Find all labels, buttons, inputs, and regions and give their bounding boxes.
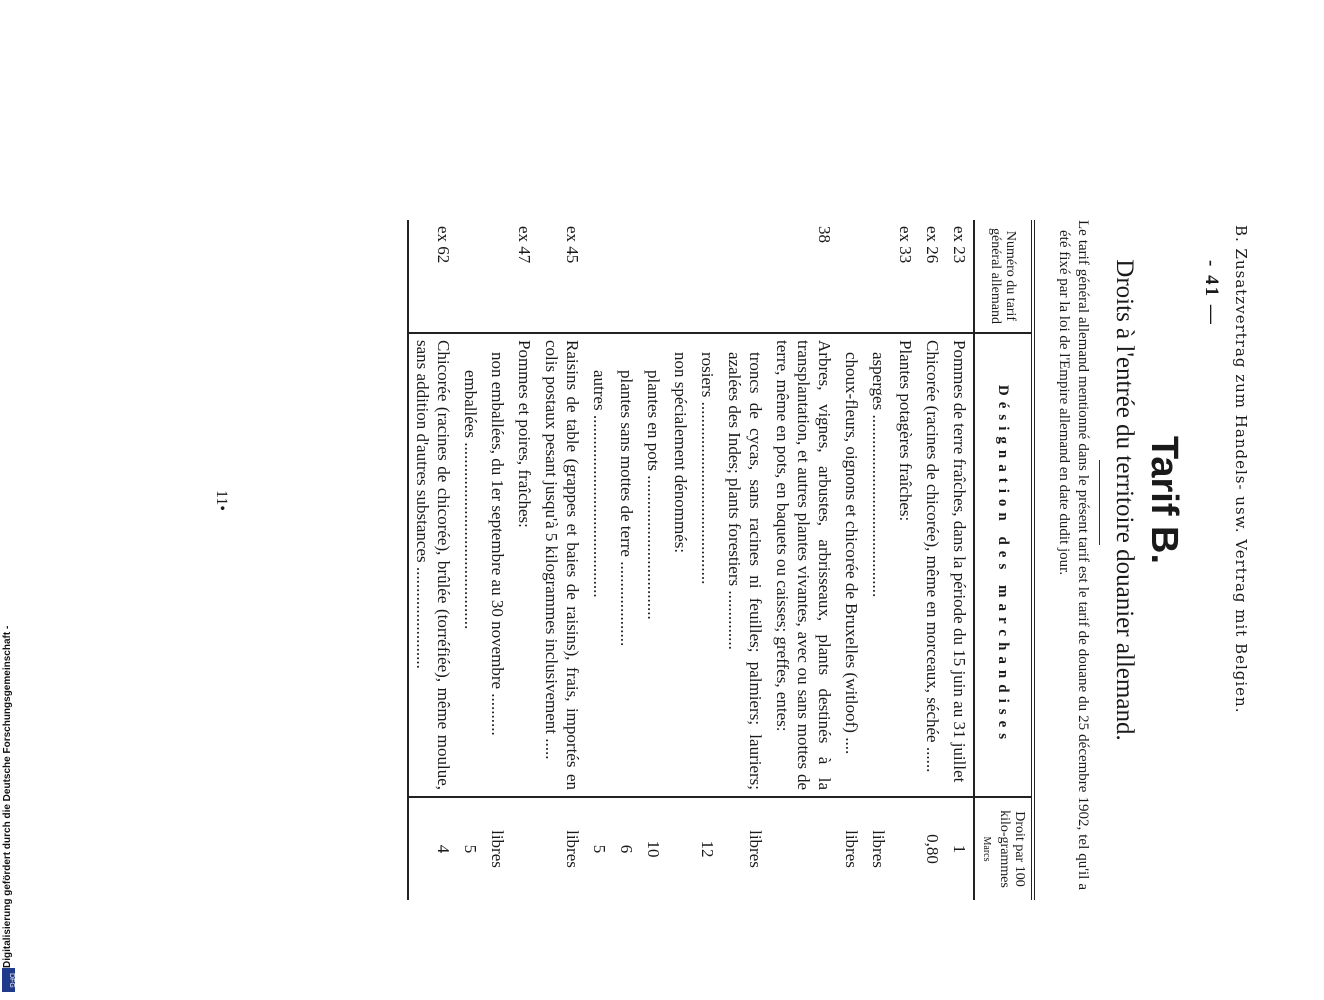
running-head: B. Zusatzvertrag zum Handels- usw. Vertrag mit Belgien. (1232, 225, 1250, 714)
designation-cell: Arbres, vignes, arbustes, arbrisseaux, plants destinés à la transplantation, et autres plantes vivantes, avec ou sans mottes de terre, même en pots, en baquets ou caisses; greffes, entes: (769, 333, 838, 797)
duty-cell (511, 797, 538, 900)
table-row (586, 220, 613, 900)
designation-cell: autres ........................................... (586, 333, 613, 797)
tariff-number-cell: ex 45 (538, 220, 586, 333)
document-title: Tarif B. (1143, 435, 1185, 565)
table-row (694, 220, 721, 900)
duty-cell: libres (563, 830, 582, 868)
designation-cell: rosiers ........................................... (694, 333, 721, 797)
duty-cell: 5 (590, 844, 609, 854)
duty-cell (667, 797, 694, 900)
tariff-number-cell (613, 220, 640, 333)
document-subtitle: Droits à l'entrée du territoire douanier allemand. (1111, 259, 1138, 741)
page-number: - 41 — (1201, 260, 1222, 326)
table-row (667, 220, 694, 900)
tariff-number-cell: ex 26 (919, 220, 946, 333)
table-row (865, 220, 892, 900)
designation-cell: asperges ........................................... (865, 333, 892, 797)
digitization-note: Digitalisierung gefördert durch die Deutsche Forschungsgemeinschaft - (2, 625, 13, 968)
table-row (484, 220, 511, 900)
table-row (538, 220, 586, 900)
designation-cell: Pommes de terre fraîches, dans la période du 15 juin au 31 juillet (946, 333, 974, 797)
duty-cell: libres (842, 830, 861, 868)
table-row (946, 220, 974, 900)
tariff-number-cell (865, 220, 892, 333)
designation-cell: non spécialement dénommés: (667, 333, 694, 797)
title-divider (1099, 460, 1100, 545)
duty-cell: 12 (698, 840, 717, 858)
designation-cell: choux-fleurs, oignons et chicorée de Bruxelles (witloof) .... (838, 333, 865, 797)
table-row (892, 220, 919, 900)
digitization-credit (0, 0, 16, 1000)
tariff-number-cell (484, 220, 511, 333)
designation-cell: Plantes potagères fraîches: (892, 333, 919, 797)
tariff-number-cell: ex 62 (408, 220, 457, 333)
duty-cell: libres (488, 830, 507, 868)
tariff-number-cell: 38 (769, 220, 838, 333)
duty-cell: 1 (950, 844, 969, 854)
tariff-number-cell (838, 220, 865, 333)
table-row (640, 220, 667, 900)
designation-cell: troncs de cycas, sans racines ni feuilles; palmiers; lauriers; azalées des Indes; plants forestiers .............. (721, 333, 769, 797)
tariff-number-cell (586, 220, 613, 333)
tariff-number-cell (457, 220, 484, 333)
duty-cell (769, 797, 838, 900)
designation-cell: plantes sans mottes de terre .................... (613, 333, 640, 797)
table-row (613, 220, 640, 900)
designation-cell: non emballées, du 1er septembre au 30 novembre .......... (484, 333, 511, 797)
tariff-number-cell (694, 220, 721, 333)
header-duty (974, 797, 1033, 900)
duty-cell: 0,80 (923, 834, 942, 864)
header-designation: Désignation des marchandises (974, 333, 1033, 797)
designation-cell: Chicorée (racines de chicorée), même en morceaux, séchée ...... (919, 333, 946, 797)
designation-cell: Chicorée (racines de chicorée), brûlée (torréfiée), même moulue, sans addition d'autres substances ........................ (408, 333, 457, 797)
duty-cell: 10 (644, 840, 663, 858)
table-row (511, 220, 538, 900)
table-row (457, 220, 484, 900)
tariff-number-cell: ex 33 (892, 220, 919, 333)
header-duty-label: Droit par 100 kilo-grammes (997, 810, 1027, 888)
designation-cell: plantes en pots .................................. (640, 333, 667, 797)
duty-cell: 6 (617, 844, 636, 854)
duty-cell: 5 (461, 844, 480, 854)
duty-cell: libres (869, 830, 888, 868)
tariff-table-body (408, 220, 974, 900)
table-row (721, 220, 769, 900)
dfg-logo: DFG (2, 968, 15, 992)
intro-paragraph: Le tarif général allemand mentionné dans le présent tarif est le tarif de douane du 25 décembre 1902, tel qu'il a été fixé par la loi de l'Empire allemand en date dudit jour. (1056, 220, 1091, 890)
duty-cell (892, 797, 919, 900)
header-tariff-number: Numéro du tarif général allemand (974, 220, 1033, 333)
table-row (838, 220, 865, 900)
tariff-table (407, 220, 1035, 900)
document-page (100, 80, 1250, 920)
page-header (1201, 80, 1250, 920)
table-row (919, 220, 946, 900)
designation-cell: emballées ............................................ (457, 333, 484, 797)
header-duty-unit: Marcs (981, 836, 992, 862)
tariff-number-cell: ex 47 (511, 220, 538, 333)
tariff-number-cell (721, 220, 769, 333)
duty-cell: libres (746, 830, 765, 868)
table-row (769, 220, 838, 900)
table-row (408, 220, 457, 900)
tariff-number-cell: ex 23 (946, 220, 974, 333)
tariff-number-cell (640, 220, 667, 333)
designation-cell: Pommes et poires, fraîches: (511, 333, 538, 797)
duty-cell: 4 (434, 844, 453, 854)
signature-mark: 11• (213, 490, 230, 512)
tariff-number-cell (667, 220, 694, 333)
tariff-table-header (974, 220, 1033, 900)
designation-cell: Raisins de table (grappes et baies de raisins), frais, importés en colis postaux pesant jusqu'à 5 kilogrammes inclusivement ..... (538, 333, 586, 797)
